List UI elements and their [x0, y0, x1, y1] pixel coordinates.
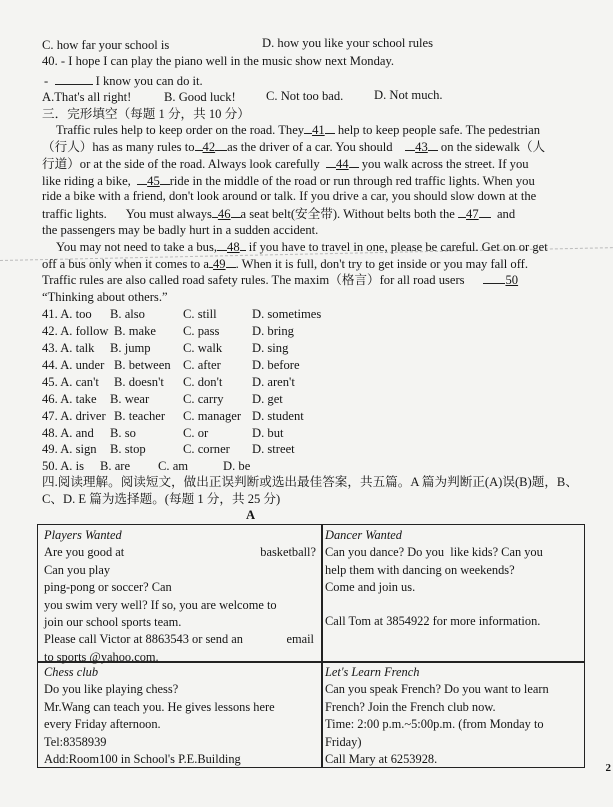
blank-44: 44 [336, 157, 349, 171]
choice-option: 43. A. talk [42, 341, 95, 355]
choice-option: D. sing [252, 341, 289, 355]
ad-chess-club: Chess club Do you like playing chess? Mr.Wang can teach you. He gives lessons here every Friday afternoon. Tel:8358939 Add:Room100 in School's P.E.Building [44, 664, 316, 768]
choice-option: 42. A. follow [42, 324, 109, 338]
q40-option-b: B. Good luck! [164, 90, 236, 104]
ad-title: Let's Learn French [325, 665, 420, 679]
choice-option: C. carry [183, 392, 224, 406]
passage-line-8: You may not need to take a bus, 48 if you have to travel in one, please be careful. Get on or get [56, 240, 548, 254]
choice-option: C. after [183, 358, 221, 372]
choice-option: B. wear [110, 392, 150, 406]
choice-option: 46. A. take [42, 392, 97, 406]
choice-option: 45. A. can't [42, 375, 99, 389]
q40-response-line: - I know you can do it. [44, 74, 203, 88]
choice-option: B. also [110, 307, 145, 321]
passage-line-4: like riding a bike, 45 ride in the middle of the road or run through red traffic lights. When you [42, 174, 535, 188]
choice-option: B. teacher [114, 409, 166, 423]
blank-43: 43 [415, 140, 428, 154]
choice-option: 49. A. sign [42, 442, 97, 456]
ad-title: Players Wanted [44, 528, 122, 542]
choice-option: C. pass [183, 324, 220, 338]
choice-option: D. be [223, 459, 251, 473]
q40-option-d: D. Not much. [374, 88, 443, 102]
passage-line-7: the passengers may be badly hurt in a sudden accident. [42, 223, 319, 237]
passage-line-2: （行人）has as many rules to 42 as the driver of a car. You should 43 on the sidewalk（人 [42, 140, 546, 154]
choice-option: 41. A. too [42, 307, 92, 321]
choice-option: C. manager [183, 409, 242, 423]
choice-option: D. street [252, 442, 295, 456]
choice-option: C. still [183, 307, 217, 321]
choice-option: D. but [252, 426, 284, 440]
blank-45: 45 [147, 174, 160, 188]
choice-option: D. student [252, 409, 304, 423]
page-edge-number: 2 [605, 762, 611, 774]
ads-table [37, 524, 585, 768]
choice-option: C. walk [183, 341, 223, 355]
section4-line-1: 四.阅读理解。阅读短文，做出正误判断或选出最佳答案，共五篇。A 篇为判断正(A)误(B)题，B、 [42, 475, 578, 489]
choice-option: B. stop [110, 442, 146, 456]
blank-50: 50 [505, 273, 519, 287]
q40-blank [55, 72, 93, 85]
blank-49: 49 [212, 257, 226, 271]
choice-option: C. or [183, 426, 209, 440]
passage-line-1: Traffic rules help to keep order on the road. They 41 help to keep people safe. The pedestrian [56, 123, 541, 137]
blank-46: 46 [217, 207, 231, 221]
q40-option-a: A.That's all right! [42, 90, 132, 104]
q39-option-d: D. how you like your school rules [262, 36, 434, 50]
choice-option: B. doesn't [114, 375, 164, 389]
blank-48: 48 [227, 240, 240, 254]
ad-title: Dancer Wanted [325, 528, 402, 542]
choice-option: D. before [252, 358, 300, 372]
section3-heading: 三．完形填空（每题 1 分，共 10 分） [42, 107, 250, 121]
ad-players-wanted: Players Wanted Are you good at basketball? Can you play ping-pong or soccer? Can you swim very well? If so, you are welcome to join our school sports team. Please call Victor at 8863543 or send an email to sports @yahoo.com. [44, 528, 316, 664]
ad-dancer-wanted: Dancer Wanted Can you dance? Do you like kids? Can you help them with dancing on weekends? Come and join us. Call Tom at 3854922 for more information. [325, 527, 580, 630]
passage-line-9: off a bus only when it comes to a 49 . When it is full, don't try to get inside or you may fall off. [42, 257, 529, 271]
passage-line-6: traffic lights. You must always 46 a seat belt(安全带). Without belts both the 47 and [42, 207, 516, 221]
choice-option: D. get [252, 392, 283, 406]
choice-option: B. jump [110, 341, 151, 355]
ad-title: Chess club [44, 665, 99, 679]
choice-option: B. make [114, 324, 156, 338]
passage-line-11: “Thinking about others.” [42, 290, 168, 304]
q40-prompt: 40. - I hope I can play the piano well in the music show next Monday. [42, 54, 395, 68]
choice-option: B. so [110, 426, 136, 440]
passage-letter: A [246, 508, 256, 522]
choice-option: C. corner [183, 442, 230, 456]
ad-learn-french: Let's Learn French Can you speak French? Do you want to learn French? Join the French club now. Time: 2:00 p.m.~5:00p.m. (from Monday to Friday) Call Mary at 6253928. [325, 664, 580, 768]
blank-42: 42 [202, 140, 216, 154]
choice-option: D. sometimes [252, 307, 322, 321]
section4-line-2: C、D. E 篇为选择题。(每题 1 分，共 25 分) [42, 492, 281, 506]
choice-option: 50. A. is [42, 459, 84, 473]
passage-line-3: 行道）or at the side of the road. Always look carefully 44 you walk across the street. If you [42, 157, 529, 171]
q40-response: I know you can do it. [95, 74, 203, 88]
choice-option: B. are [100, 459, 131, 473]
passage-line-5: ride a bike with a friend, don't look around or talk. If you drive a car, you should slow down at the [42, 189, 537, 203]
choice-option: D. bring [252, 324, 294, 338]
blank-41: 41 [312, 123, 325, 137]
passage-line-10: Traffic rules are also called road safety rules. The maxim（格言）for all road users 50 [42, 273, 519, 287]
choice-option: 47. A. driver [42, 409, 106, 423]
blank-47: 47 [466, 207, 479, 221]
table-vertical-divider [321, 525, 323, 767]
choice-option: C. don't [183, 375, 223, 389]
choice-option: 48. A. and [42, 426, 94, 440]
q39-option-c: C. how far your school is [42, 38, 170, 52]
choice-option: 44. A. under [42, 358, 105, 372]
q40-option-c: C. Not too bad. [266, 89, 344, 103]
choice-option: C. am [158, 459, 189, 473]
choice-option: D. aren't [252, 375, 295, 389]
choice-option: B. between [114, 358, 171, 372]
